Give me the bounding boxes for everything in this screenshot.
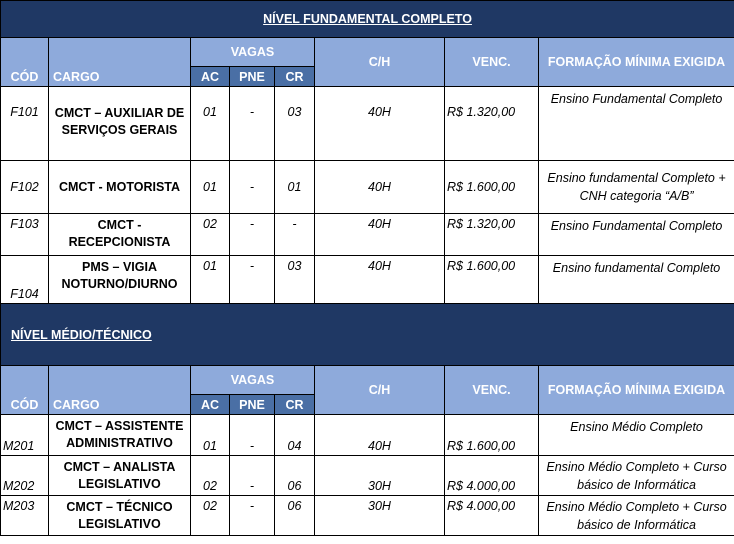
cell-ac: 01: [191, 256, 230, 304]
cell-pne: -: [230, 496, 275, 536]
header-row: [1, 38, 734, 67]
cell-formacao: Ensino fundamental Completo + CNH categoria “A/B”: [539, 161, 734, 214]
table-row: [1, 161, 734, 214]
cell-ch: 40H: [315, 161, 445, 214]
cell-cod: M202: [1, 456, 49, 496]
cell-cod: F101: [1, 87, 49, 161]
section-header-medio: [1, 304, 734, 366]
cell-pne: -: [230, 415, 275, 456]
cell-ch: 30H: [315, 456, 445, 496]
cell-cr: 03: [275, 256, 315, 304]
header-vagas: VAGAS: [191, 38, 315, 67]
header-row: [1, 366, 734, 395]
header-cod: CÓD: [1, 38, 49, 87]
table-row: [1, 214, 734, 256]
cell-cargo: CMCT – ANALISTA LEGISLATIVO: [49, 456, 191, 496]
cell-ac: 01: [191, 415, 230, 456]
cell-ac: 02: [191, 214, 230, 256]
header-cod: CÓD: [1, 366, 49, 415]
cell-pne: -: [230, 456, 275, 496]
cell-ch: 40H: [315, 415, 445, 456]
table-row: [1, 456, 734, 496]
cell-cargo: PMS – VIGIA NOTURNO/DIURNO: [49, 256, 191, 304]
cell-cargo: CMCT – AUXILIAR DE SERVIÇOS GERAIS: [49, 87, 191, 161]
header-cargo: CARGO: [49, 38, 191, 87]
cell-venc: R$ 1.320,00: [445, 87, 539, 161]
cell-pne: -: [230, 87, 275, 161]
cell-ac: 02: [191, 456, 230, 496]
header-ch: C/H: [315, 38, 445, 87]
cell-venc: R$ 1.600,00: [445, 256, 539, 304]
cell-cargo: CMCT – TÉCNICO LEGISLATIVO: [49, 496, 191, 536]
cell-ac: 01: [191, 87, 230, 161]
cell-cr: 06: [275, 496, 315, 536]
cell-ac: 02: [191, 496, 230, 536]
cell-ch: 30H: [315, 496, 445, 536]
cell-cod: F104: [1, 256, 49, 304]
section-title: NÍVEL FUNDAMENTAL COMPLETO: [1, 1, 734, 38]
cell-cr: 06: [275, 456, 315, 496]
header-cr: CR: [275, 395, 315, 415]
cell-ch: 40H: [315, 256, 445, 304]
cell-formacao: Ensino Fundamental Completo: [539, 87, 734, 161]
table-row: [1, 256, 734, 304]
cell-ac: 01: [191, 161, 230, 214]
section-title: NÍVEL MÉDIO/TÉCNICO: [1, 304, 734, 366]
header-ac: AC: [191, 395, 230, 415]
cell-formacao: Ensino Médio Completo + Curso básico de Informática: [539, 496, 734, 536]
table-row: [1, 496, 734, 536]
section-header-fundamental: [1, 1, 734, 38]
header-formacao: FORMAÇÃO MÍNIMA EXIGIDA: [539, 38, 734, 87]
cell-cargo: CMCT - RECEPCIONISTA: [49, 214, 191, 256]
cell-pne: -: [230, 214, 275, 256]
cell-cr: 04: [275, 415, 315, 456]
table-row: [1, 87, 734, 161]
table-row: [1, 415, 734, 456]
cell-venc: R$ 4.000,00: [445, 456, 539, 496]
cell-cod: M203: [1, 496, 49, 536]
cell-cod: F103: [1, 214, 49, 256]
cell-ch: 40H: [315, 87, 445, 161]
cell-cr: 01: [275, 161, 315, 214]
header-vagas: VAGAS: [191, 366, 315, 395]
cell-pne: -: [230, 161, 275, 214]
header-ac: AC: [191, 67, 230, 87]
header-pne: PNE: [230, 67, 275, 87]
cell-formacao: Ensino Fundamental Completo: [539, 214, 734, 256]
cell-cr: -: [275, 214, 315, 256]
cell-venc: R$ 4.000,00: [445, 496, 539, 536]
cell-cargo: CMCT – ASSISTENTE ADMINISTRATIVO: [49, 415, 191, 456]
header-venc: VENC.: [445, 38, 539, 87]
cell-formacao: Ensino Médio Completo: [539, 415, 734, 456]
cell-cargo: CMCT - MOTORISTA: [49, 161, 191, 214]
cell-venc: R$ 1.320,00: [445, 214, 539, 256]
cell-cod: F102: [1, 161, 49, 214]
cell-pne: -: [230, 256, 275, 304]
cell-formacao: Ensino fundamental Completo: [539, 256, 734, 304]
header-ch: C/H: [315, 366, 445, 415]
cell-formacao: Ensino Médio Completo + Curso básico de Informática: [539, 456, 734, 496]
header-cr: CR: [275, 67, 315, 87]
cell-venc: R$ 1.600,00: [445, 161, 539, 214]
header-formacao: FORMAÇÃO MÍNIMA EXIGIDA: [539, 366, 734, 415]
header-pne: PNE: [230, 395, 275, 415]
cell-venc: R$ 1.600,00: [445, 415, 539, 456]
header-venc: VENC.: [445, 366, 539, 415]
header-cargo: CARGO: [49, 366, 191, 415]
cell-cod: M201: [1, 415, 49, 456]
cell-cr: 03: [275, 87, 315, 161]
cell-ch: 40H: [315, 214, 445, 256]
